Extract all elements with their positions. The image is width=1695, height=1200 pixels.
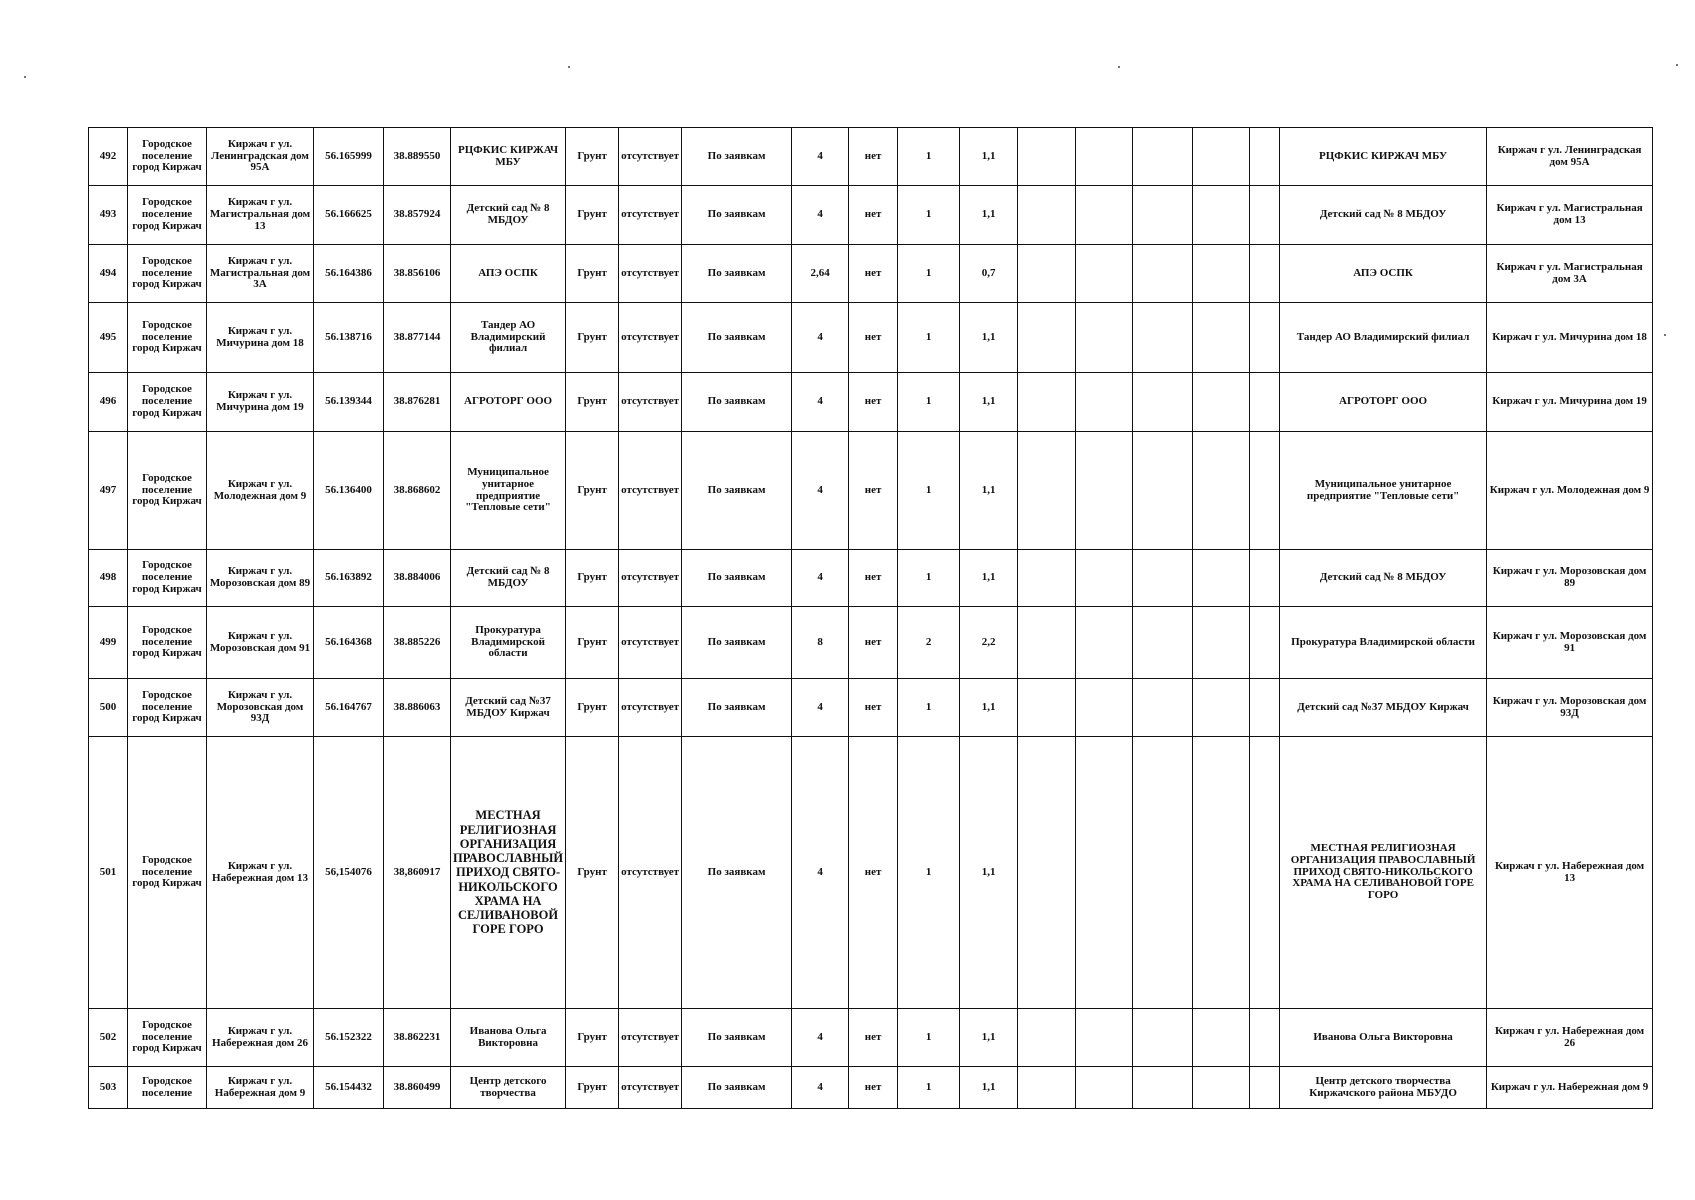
container-count-cell: 1 [898, 550, 960, 607]
row-number: 501 [89, 737, 128, 1009]
empty-cell [1250, 303, 1280, 373]
empty-cell [1018, 679, 1076, 737]
address-cell: Киржач г ул. Набережная дом 9 [207, 1067, 314, 1109]
settlement-cell: Городское поселение город Киржач [128, 679, 207, 737]
empty-cell [1133, 186, 1193, 245]
owner-name-cell: Детский сад № 8 МБДОУ [1280, 550, 1487, 607]
container-count-cell: 1 [898, 1067, 960, 1109]
address-cell: Киржач г ул. Молодежная дом 9 [207, 432, 314, 550]
longitude-cell: 38.885226 [384, 607, 451, 679]
fence-cell: отсутствует [619, 373, 682, 432]
covered-cell: нет [849, 432, 898, 550]
address-cell: Киржач г ул. Магистральная дом 3А [207, 245, 314, 303]
surface-cell: Грунт [566, 128, 619, 186]
empty-cell [1018, 186, 1076, 245]
address-cell: Киржач г ул. Морозовская дом 93Д [207, 679, 314, 737]
settlement-cell: Городское поселение город Киржач [128, 550, 207, 607]
table-row [89, 373, 1653, 432]
volume-cell: 2,2 [960, 607, 1018, 679]
empty-cell [1076, 1067, 1133, 1109]
empty-cell [1250, 186, 1280, 245]
latitude-cell: 56.152322 [314, 1009, 384, 1067]
owner-address-cell: Киржач г ул. Набережная дом 26 [1487, 1009, 1653, 1067]
empty-cell [1133, 550, 1193, 607]
address-cell: Киржач г ул. Ленинградская дом 95А [207, 128, 314, 186]
fence-cell: отсутствует [619, 432, 682, 550]
empty-cell [1076, 1009, 1133, 1067]
longitude-cell: 38.860499 [384, 1067, 451, 1109]
volume-cell: 1,1 [960, 737, 1018, 1009]
scan-speck [24, 76, 26, 78]
owner-name-cell: Центр детского творчества Киржачского района МБУДО [1280, 1067, 1487, 1109]
organization-cell: МЕСТНАЯ РЕЛИГИОЗНАЯ ОРГАНИЗАЦИЯ ПРАВОСЛАВНЫЙ ПРИХОД СВЯТО-НИКОЛЬСКОГО ХРАМА НА СЕЛИВАНОВОЙ ГОРЕ ГОРО [451, 737, 566, 1009]
row-number: 494 [89, 245, 128, 303]
table-row [89, 737, 1653, 1009]
longitude-cell: 38.877144 [384, 303, 451, 373]
address-cell: Киржач г ул. Набережная дом 13 [207, 737, 314, 1009]
empty-cell [1076, 245, 1133, 303]
empty-cell [1193, 607, 1250, 679]
area-cell: 4 [792, 550, 849, 607]
organization-cell: Центр детского творчества [451, 1067, 566, 1109]
settlement-cell: Городское поселение город Киржач [128, 245, 207, 303]
fence-cell: отсутствует [619, 679, 682, 737]
volume-cell: 1,1 [960, 303, 1018, 373]
volume-cell: 1,1 [960, 1009, 1018, 1067]
empty-cell [1076, 128, 1133, 186]
row-number: 493 [89, 186, 128, 245]
address-cell: Киржач г ул. Набережная дом 26 [207, 1009, 314, 1067]
table-row [89, 607, 1653, 679]
surface-cell: Грунт [566, 550, 619, 607]
longitude-cell: 38.856106 [384, 245, 451, 303]
row-number: 503 [89, 1067, 128, 1109]
area-cell: 8 [792, 607, 849, 679]
organization-cell: Иванова Ольга Викторовна [451, 1009, 566, 1067]
owner-name-cell: Иванова Ольга Викторовна [1280, 1009, 1487, 1067]
empty-cell [1193, 432, 1250, 550]
latitude-cell: 56,154076 [314, 737, 384, 1009]
empty-cell [1076, 186, 1133, 245]
area-cell: 4 [792, 679, 849, 737]
empty-cell [1076, 679, 1133, 737]
organization-cell: Детский сад №37 МБДОУ Киржач [451, 679, 566, 737]
longitude-cell: 38.889550 [384, 128, 451, 186]
container-count-cell: 2 [898, 607, 960, 679]
organization-cell: Прокуратура Владимирской области [451, 607, 566, 679]
surface-cell: Грунт [566, 1009, 619, 1067]
empty-cell [1076, 432, 1133, 550]
container-count-cell: 1 [898, 373, 960, 432]
schedule-cell: По заявкам [682, 679, 792, 737]
schedule-cell: По заявкам [682, 373, 792, 432]
table-row [89, 245, 1653, 303]
empty-cell [1018, 607, 1076, 679]
organization-cell: Тандер АО Владимирский филиал [451, 303, 566, 373]
latitude-cell: 56.139344 [314, 373, 384, 432]
empty-cell [1133, 607, 1193, 679]
surface-cell: Грунт [566, 245, 619, 303]
fence-cell: отсутствует [619, 128, 682, 186]
empty-cell [1133, 245, 1193, 303]
volume-cell: 0,7 [960, 245, 1018, 303]
empty-cell [1250, 550, 1280, 607]
longitude-cell: 38.886063 [384, 679, 451, 737]
volume-cell: 1,1 [960, 128, 1018, 186]
latitude-cell: 56.164386 [314, 245, 384, 303]
empty-cell [1250, 373, 1280, 432]
table-row [89, 1009, 1653, 1067]
longitude-cell: 38.862231 [384, 1009, 451, 1067]
area-cell: 4 [792, 432, 849, 550]
owner-name-cell: Тандер АО Владимирский филиал [1280, 303, 1487, 373]
volume-cell: 1,1 [960, 550, 1018, 607]
container-count-cell: 1 [898, 679, 960, 737]
owner-name-cell: АПЭ ОСПК [1280, 245, 1487, 303]
scan-speck [1676, 64, 1678, 66]
longitude-cell: 38.868602 [384, 432, 451, 550]
covered-cell: нет [849, 737, 898, 1009]
latitude-cell: 56.164767 [314, 679, 384, 737]
owner-address-cell: Киржач г ул. Мичурина дом 19 [1487, 373, 1653, 432]
table-row [89, 128, 1653, 186]
area-cell: 4 [792, 186, 849, 245]
empty-cell [1193, 186, 1250, 245]
empty-cell [1250, 679, 1280, 737]
owner-name-cell: МЕСТНАЯ РЕЛИГИОЗНАЯ ОРГАНИЗАЦИЯ ПРАВОСЛАВНЫЙ ПРИХОД СВЯТО-НИКОЛЬСКОГО ХРАМА НА СЕЛИВАНОВОЙ ГОРЕ ГОРО [1280, 737, 1487, 1009]
container-count-cell: 1 [898, 303, 960, 373]
empty-cell [1018, 303, 1076, 373]
address-cell: Киржач г ул. Морозовская дом 89 [207, 550, 314, 607]
container-count-cell: 1 [898, 128, 960, 186]
owner-address-cell: Киржач г ул. Набережная дом 9 [1487, 1067, 1653, 1109]
latitude-cell: 56.138716 [314, 303, 384, 373]
fence-cell: отсутствует [619, 607, 682, 679]
fence-cell: отсутствует [619, 186, 682, 245]
table-row [89, 186, 1653, 245]
owner-name-cell: РЦФКИС КИРЖАЧ МБУ [1280, 128, 1487, 186]
longitude-cell: 38,860917 [384, 737, 451, 1009]
empty-cell [1250, 607, 1280, 679]
owner-address-cell: Киржач г ул. Морозовская дом 91 [1487, 607, 1653, 679]
area-cell: 4 [792, 1009, 849, 1067]
empty-cell [1133, 1009, 1193, 1067]
organization-cell: АПЭ ОСПК [451, 245, 566, 303]
surface-cell: Грунт [566, 432, 619, 550]
area-cell: 4 [792, 128, 849, 186]
empty-cell [1133, 128, 1193, 186]
owner-address-cell: Киржач г ул. Набережная дом 13 [1487, 737, 1653, 1009]
scan-speck [1664, 334, 1666, 336]
empty-cell [1193, 1009, 1250, 1067]
schedule-cell: По заявкам [682, 1067, 792, 1109]
volume-cell: 1,1 [960, 373, 1018, 432]
table-row [89, 550, 1653, 607]
address-cell: Киржач г ул. Мичурина дом 19 [207, 373, 314, 432]
owner-address-cell: Киржач г ул. Морозовская дом 93Д [1487, 679, 1653, 737]
area-cell: 4 [792, 373, 849, 432]
organization-cell: Детский сад № 8 МБДОУ [451, 186, 566, 245]
row-number: 502 [89, 1009, 128, 1067]
row-number: 492 [89, 128, 128, 186]
latitude-cell: 56.136400 [314, 432, 384, 550]
settlement-cell: Городское поселение город Киржач [128, 303, 207, 373]
empty-cell [1018, 1067, 1076, 1109]
empty-cell [1250, 432, 1280, 550]
covered-cell: нет [849, 679, 898, 737]
fence-cell: отсутствует [619, 550, 682, 607]
empty-cell [1076, 737, 1133, 1009]
latitude-cell: 56.163892 [314, 550, 384, 607]
empty-cell [1018, 550, 1076, 607]
surface-cell: Грунт [566, 186, 619, 245]
fence-cell: отсутствует [619, 245, 682, 303]
area-cell: 4 [792, 1067, 849, 1109]
settlement-cell: Городское поселение город Киржач [128, 128, 207, 186]
covered-cell: нет [849, 245, 898, 303]
row-number: 499 [89, 607, 128, 679]
empty-cell [1133, 737, 1193, 1009]
covered-cell: нет [849, 186, 898, 245]
empty-cell [1250, 245, 1280, 303]
schedule-cell: По заявкам [682, 303, 792, 373]
owner-name-cell: Детский сад № 8 МБДОУ [1280, 186, 1487, 245]
fence-cell: отсутствует [619, 303, 682, 373]
volume-cell: 1,1 [960, 186, 1018, 245]
empty-cell [1193, 128, 1250, 186]
empty-cell [1018, 432, 1076, 550]
covered-cell: нет [849, 303, 898, 373]
empty-cell [1193, 679, 1250, 737]
fence-cell: отсутствует [619, 737, 682, 1009]
container-count-cell: 1 [898, 186, 960, 245]
empty-cell [1076, 303, 1133, 373]
empty-cell [1193, 737, 1250, 1009]
empty-cell [1193, 550, 1250, 607]
organization-cell: АГРОТОРГ ООО [451, 373, 566, 432]
row-number: 497 [89, 432, 128, 550]
surface-cell: Грунт [566, 737, 619, 1009]
surface-cell: Грунт [566, 607, 619, 679]
schedule-cell: По заявкам [682, 550, 792, 607]
container-count-cell: 1 [898, 245, 960, 303]
row-number: 498 [89, 550, 128, 607]
schedule-cell: По заявкам [682, 245, 792, 303]
address-cell: Киржач г ул. Магистральная дом 13 [207, 186, 314, 245]
organization-cell: Муниципальное унитарное предприятие "Тепловые сети" [451, 432, 566, 550]
latitude-cell: 56.164368 [314, 607, 384, 679]
owner-name-cell: Муниципальное унитарное предприятие "Тепловые сети" [1280, 432, 1487, 550]
surface-cell: Грунт [566, 303, 619, 373]
fence-cell: отсутствует [619, 1009, 682, 1067]
longitude-cell: 38.857924 [384, 186, 451, 245]
settlement-cell: Городское поселение город Киржач [128, 186, 207, 245]
empty-cell [1076, 607, 1133, 679]
owner-address-cell: Киржач г ул. Молодежная дом 9 [1487, 432, 1653, 550]
table-row [89, 679, 1653, 737]
covered-cell: нет [849, 550, 898, 607]
scan-speck [1118, 66, 1120, 68]
empty-cell [1018, 128, 1076, 186]
empty-cell [1133, 1067, 1193, 1109]
empty-cell [1193, 303, 1250, 373]
settlement-cell: Городское поселение [128, 1067, 207, 1109]
covered-cell: нет [849, 128, 898, 186]
covered-cell: нет [849, 373, 898, 432]
fence-cell: отсутствует [619, 1067, 682, 1109]
scan-speck [568, 66, 570, 68]
covered-cell: нет [849, 1067, 898, 1109]
empty-cell [1250, 737, 1280, 1009]
address-cell: Киржач г ул. Морозовская дом 91 [207, 607, 314, 679]
schedule-cell: По заявкам [682, 607, 792, 679]
owner-address-cell: Киржач г ул. Морозовская дом 89 [1487, 550, 1653, 607]
row-number: 495 [89, 303, 128, 373]
settlement-cell: Городское поселение город Киржач [128, 373, 207, 432]
address-cell: Киржач г ул. Мичурина дом 18 [207, 303, 314, 373]
covered-cell: нет [849, 1009, 898, 1067]
waste-sites-register-table [88, 127, 1653, 1109]
empty-cell [1018, 245, 1076, 303]
empty-cell [1193, 1067, 1250, 1109]
empty-cell [1193, 373, 1250, 432]
area-cell: 4 [792, 303, 849, 373]
container-count-cell: 1 [898, 737, 960, 1009]
surface-cell: Грунт [566, 373, 619, 432]
owner-address-cell: Киржач г ул. Ленинградская дом 95А [1487, 128, 1653, 186]
row-number: 500 [89, 679, 128, 737]
owner-name-cell: Детский сад №37 МБДОУ Киржач [1280, 679, 1487, 737]
covered-cell: нет [849, 607, 898, 679]
empty-cell [1018, 1009, 1076, 1067]
table-row [89, 303, 1653, 373]
schedule-cell: По заявкам [682, 432, 792, 550]
owner-name-cell: Прокуратура Владимирской области [1280, 607, 1487, 679]
area-cell: 2,64 [792, 245, 849, 303]
volume-cell: 1,1 [960, 679, 1018, 737]
area-cell: 4 [792, 737, 849, 1009]
table-row [89, 1067, 1653, 1109]
empty-cell [1133, 373, 1193, 432]
settlement-cell: Городское поселение город Киржач [128, 737, 207, 1009]
schedule-cell: По заявкам [682, 186, 792, 245]
settlement-cell: Городское поселение город Киржач [128, 432, 207, 550]
empty-cell [1018, 737, 1076, 1009]
empty-cell [1133, 303, 1193, 373]
empty-cell [1076, 373, 1133, 432]
organization-cell: РЦФКИС КИРЖАЧ МБУ [451, 128, 566, 186]
latitude-cell: 56.165999 [314, 128, 384, 186]
organization-cell: Детский сад № 8 МБДОУ [451, 550, 566, 607]
settlement-cell: Городское поселение город Киржач [128, 607, 207, 679]
empty-cell [1250, 128, 1280, 186]
owner-name-cell: АГРОТОРГ ООО [1280, 373, 1487, 432]
empty-cell [1018, 373, 1076, 432]
owner-address-cell: Киржач г ул. Магистральная дом 13 [1487, 186, 1653, 245]
surface-cell: Грунт [566, 679, 619, 737]
empty-cell [1250, 1067, 1280, 1109]
empty-cell [1133, 432, 1193, 550]
latitude-cell: 56.166625 [314, 186, 384, 245]
schedule-cell: По заявкам [682, 737, 792, 1009]
container-count-cell: 1 [898, 432, 960, 550]
latitude-cell: 56.154432 [314, 1067, 384, 1109]
container-count-cell: 1 [898, 1009, 960, 1067]
empty-cell [1076, 550, 1133, 607]
schedule-cell: По заявкам [682, 1009, 792, 1067]
longitude-cell: 38.884006 [384, 550, 451, 607]
volume-cell: 1,1 [960, 432, 1018, 550]
empty-cell [1250, 1009, 1280, 1067]
owner-address-cell: Киржач г ул. Магистральная дом 3А [1487, 245, 1653, 303]
longitude-cell: 38.876281 [384, 373, 451, 432]
settlement-cell: Городское поселение город Киржач [128, 1009, 207, 1067]
empty-cell [1193, 245, 1250, 303]
table-row [89, 432, 1653, 550]
owner-address-cell: Киржач г ул. Мичурина дом 18 [1487, 303, 1653, 373]
row-number: 496 [89, 373, 128, 432]
schedule-cell: По заявкам [682, 128, 792, 186]
volume-cell: 1,1 [960, 1067, 1018, 1109]
empty-cell [1133, 679, 1193, 737]
surface-cell: Грунт [566, 1067, 619, 1109]
